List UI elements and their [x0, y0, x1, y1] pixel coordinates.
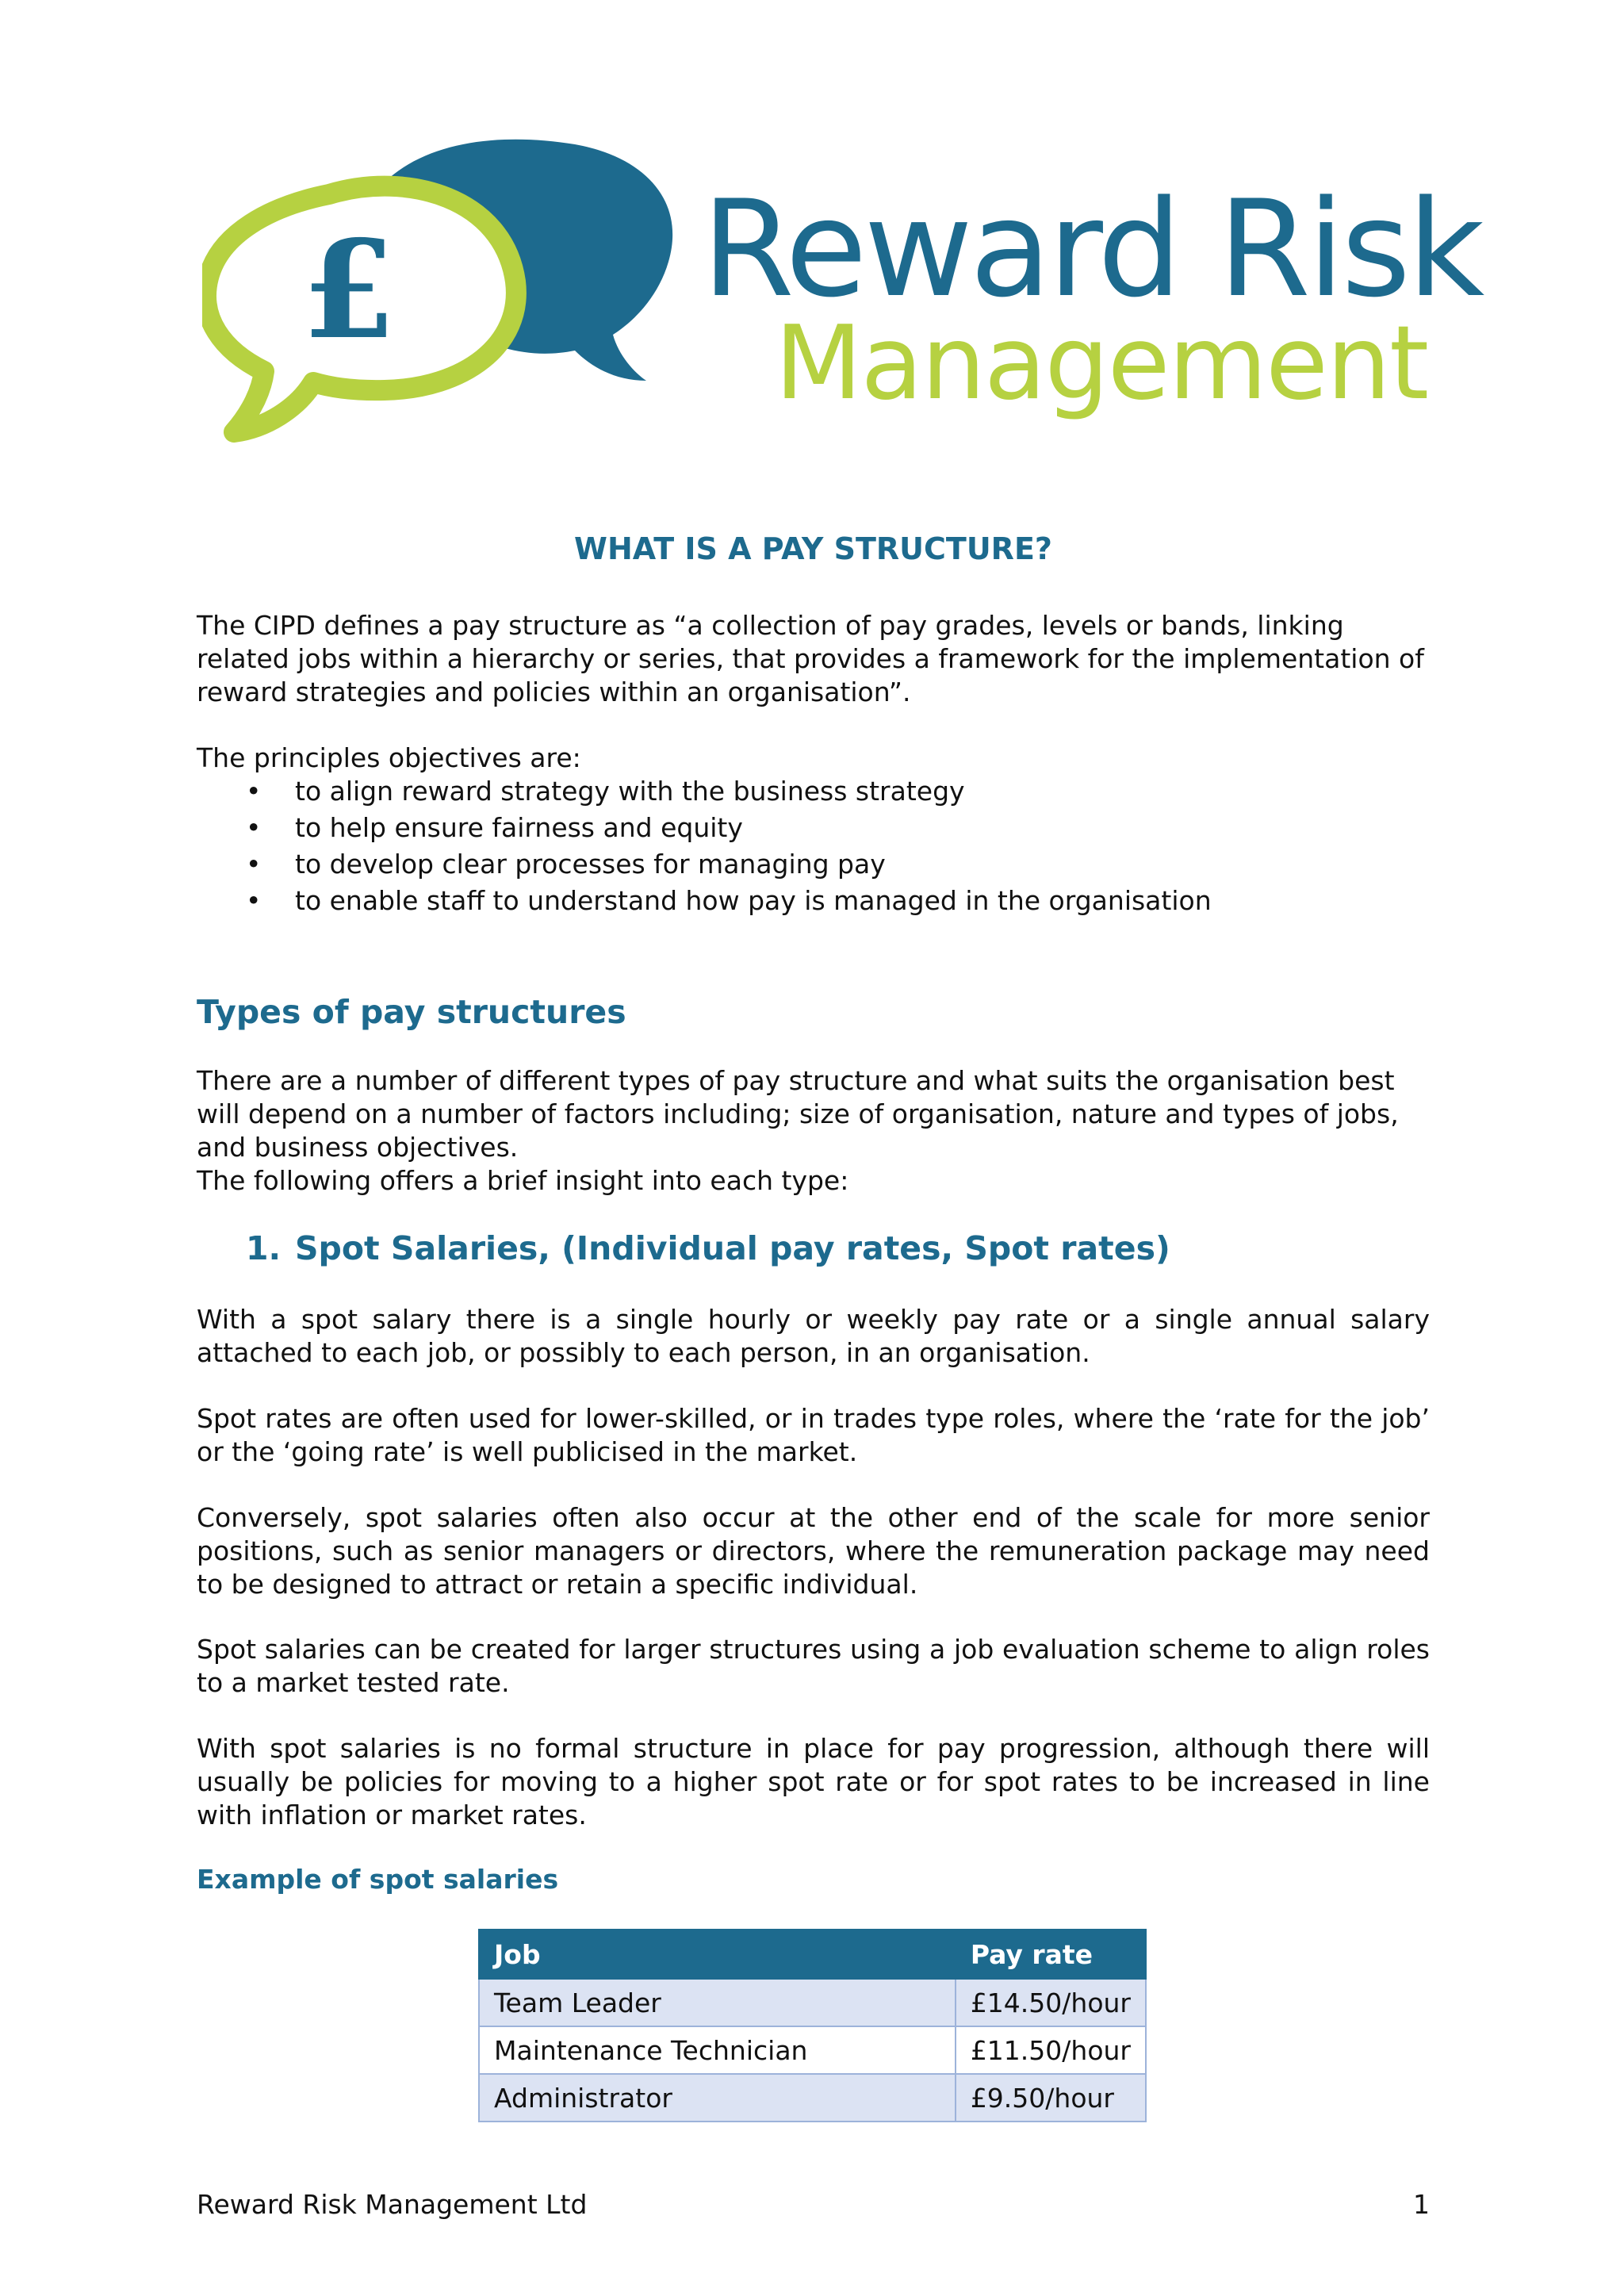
list-item: • to develop clear processes for managing pay [246, 846, 1212, 883]
objectives-list [246, 773, 1212, 919]
types-paragraph-1: There are a number of different types of pay structure and what suits the organisation best will depend on a number of factors including; size of organisation, nature and types of jobs, and business objectives. [197, 1065, 1399, 1163]
footer-page-number: 1 [1413, 2189, 1430, 2220]
logo-wordmark-secondary: Management [775, 305, 1428, 423]
types-paragraph-2: The following offers a brief insight into each type: [197, 1165, 849, 1196]
logo-wordmark-primary: Reward Risk [702, 171, 1482, 327]
spot-paragraph-2: Spot rates are often used for lower-skilled, or in trades type roles, where the ‘rate for the job’ or the ‘going rate’ is well publicised in the market. [197, 1403, 1430, 1467]
list-item: • to help ensure fairness and equity [246, 810, 1212, 846]
table-row [479, 2026, 1146, 2074]
section-heading-types: Types of pay structures [197, 993, 626, 1031]
table-cell: Administrator [479, 2074, 956, 2122]
spot-paragraph-1: With a spot salary there is a single hourly or weekly pay rate or a single annual salary attached to each job, or possibly to each person, in an organisation. [197, 1304, 1430, 1368]
column-header-pay-rate: Pay rate [956, 1930, 1146, 1979]
table-row [479, 1979, 1146, 2026]
company-logo [202, 135, 1482, 484]
section-heading-spot-salaries [246, 1229, 1170, 1267]
list-item: • to enable staff to understand how pay is managed in the organisation [246, 883, 1212, 919]
spot-paragraph-5: With spot salaries is no formal structure in place for pay progression, although there will usually be policies for moving to a higher spot rate or for spot rates to be increased in line with inflation or market rates. [197, 1733, 1430, 1830]
table-row [479, 2074, 1146, 2122]
spot-salaries-table [478, 1929, 1147, 2122]
table-cell: Team Leader [479, 1979, 956, 2026]
spot-paragraph-3: Conversely, spot salaries often also occur at the other end of the scale for more senior positions, such as senior managers or directors, where the remuneration package may need to be designed to attract or retain a specific individual. [197, 1502, 1430, 1600]
speech-bubbles-icon [202, 135, 694, 484]
table-cell: £14.50/hour [956, 1979, 1146, 2026]
page-title: WHAT IS A PAY STRUCTURE? [574, 531, 1052, 566]
section-title: Spot Salaries, (Individual pay rates, Spot rates) [295, 1229, 1170, 1267]
table-cell: Maintenance Technician [479, 2026, 956, 2074]
table-cell: £11.50/hour [956, 2026, 1146, 2074]
spot-paragraph-4: Spot salaries can be created for larger structures using a job evaluation scheme to align roles to a market tested rate. [197, 1634, 1430, 1698]
footer-company: Reward Risk Management Ltd [197, 2189, 588, 2220]
pound-symbol: £ [301, 211, 396, 370]
objectives-intro: The principles objectives are: [197, 742, 581, 773]
table-header-row [479, 1930, 1146, 1979]
column-header-job: Job [479, 1930, 956, 1979]
section-number: 1. [246, 1229, 282, 1267]
intro-paragraph: The CIPD defines a pay structure as “a collection of pay grades, levels or bands, linking related jobs within a hierarchy or series, that provides a framework for the implementation of reward strategies and policies within an organisation”. [197, 610, 1424, 707]
list-item: • to align reward strategy with the business strategy [246, 773, 1212, 810]
example-heading: Example of spot salaries [197, 1864, 559, 1895]
table-cell: £9.50/hour [956, 2074, 1146, 2122]
